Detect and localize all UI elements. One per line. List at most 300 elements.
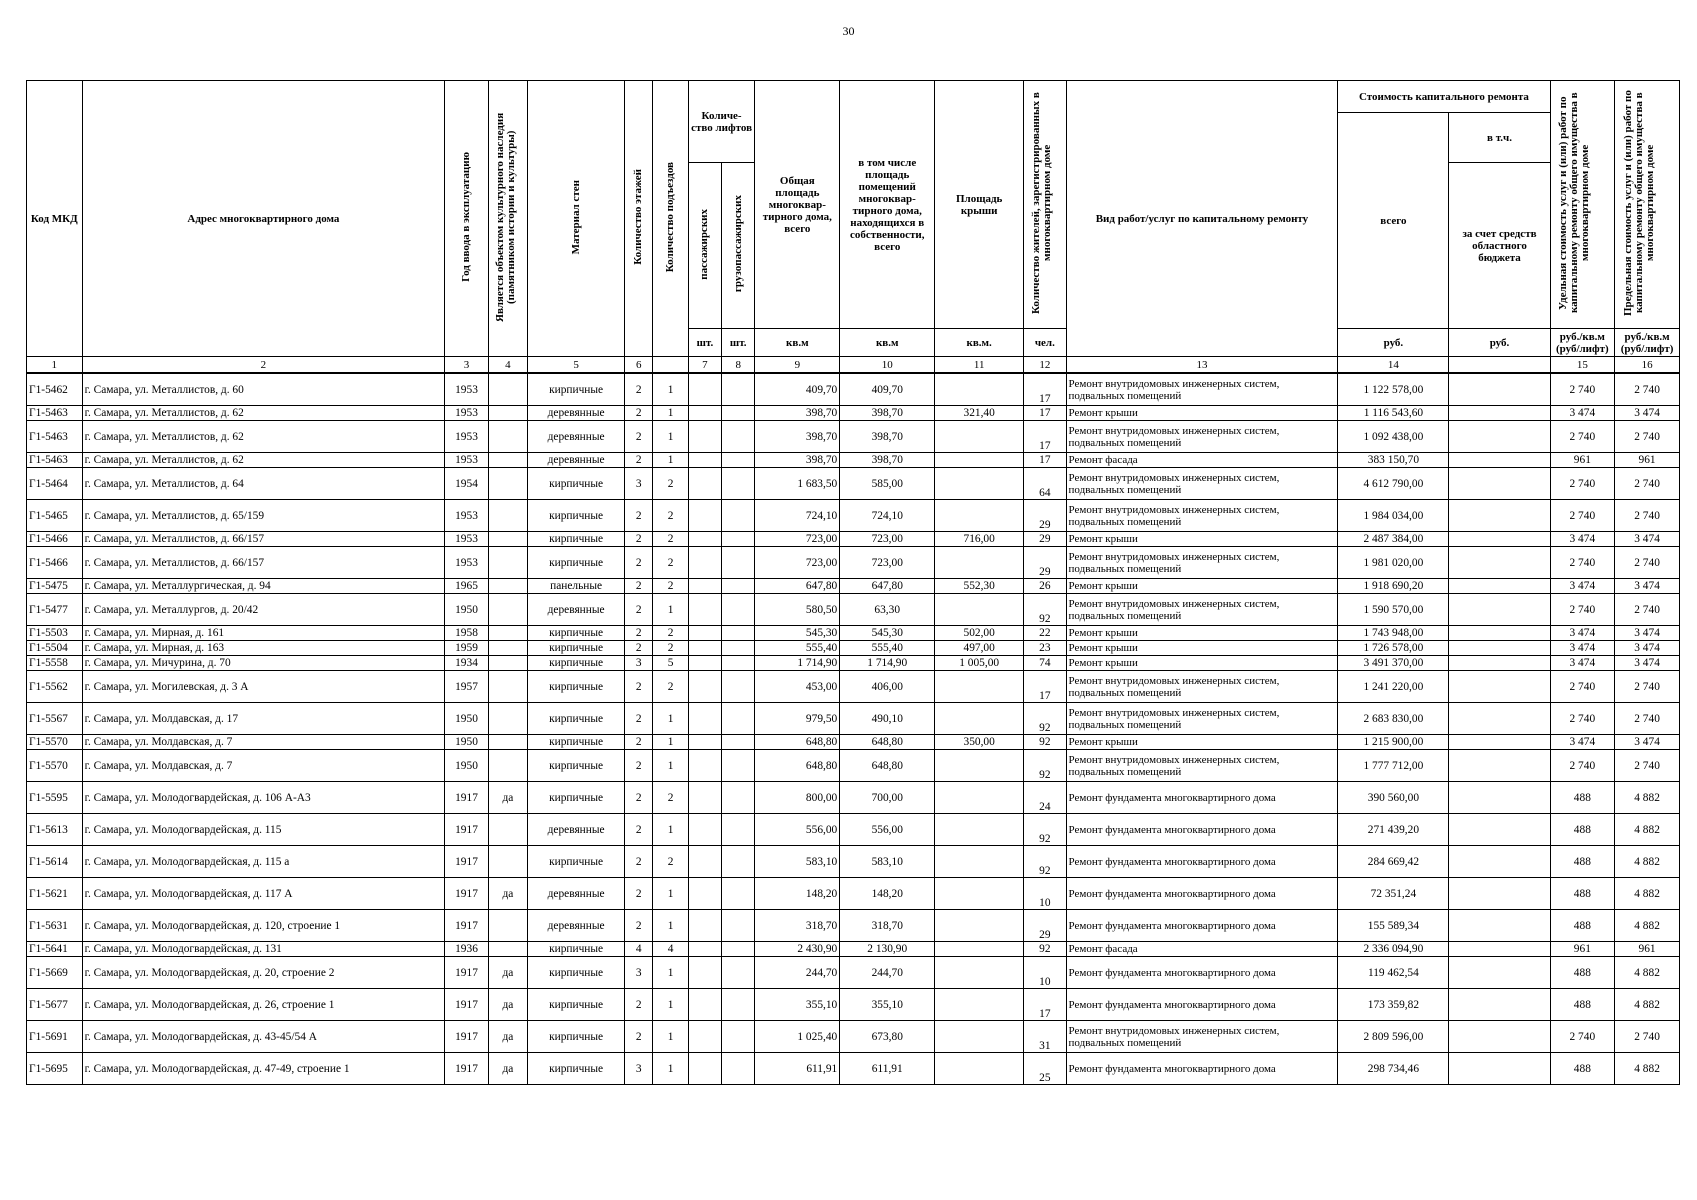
cell-lifts-cargo — [722, 750, 755, 782]
cell-limit-cost: 4 882 — [1615, 1053, 1680, 1085]
cell-total-area: 244,70 — [755, 957, 840, 989]
cell-year: 1917 — [445, 1053, 488, 1085]
cell-cost-regional — [1449, 703, 1550, 735]
cell-total-area: 724,10 — [755, 500, 840, 532]
cell-material: кирпичные — [528, 942, 625, 957]
cell-address: г. Самара, ул. Молдавская, д. 7 — [82, 750, 445, 782]
cell-cost-total: 4 612 790,00 — [1338, 468, 1449, 500]
cell-lifts-pass — [688, 942, 721, 957]
cell-unit-cost: 488 — [1550, 989, 1615, 1021]
header-code: Код МКД — [27, 81, 83, 357]
cell-owned-area: 724,10 — [840, 500, 935, 532]
cell-total-area: 398,70 — [755, 453, 840, 468]
cell-material: кирпичные — [528, 782, 625, 814]
cell-work-type: Ремонт фасада — [1066, 942, 1338, 957]
cell-floors: 3 — [625, 1053, 653, 1085]
cell-total-area: 723,00 — [755, 547, 840, 579]
cell-roof-area — [935, 547, 1024, 579]
cell-lifts-pass — [688, 957, 721, 989]
cell-lifts-pass — [688, 814, 721, 846]
cell-lifts-pass — [688, 468, 721, 500]
table-row — [27, 594, 1680, 626]
cell-entrances: 1 — [653, 750, 688, 782]
cell-code: Г1-5562 — [27, 671, 83, 703]
cell-entrances: 1 — [653, 1053, 688, 1085]
cell-year: 1953 — [445, 453, 488, 468]
cell-owned-area: 648,80 — [840, 750, 935, 782]
unit-total-area: кв.м — [755, 329, 840, 357]
cell-work-type: Ремонт фундамента многоквартирного дома — [1066, 878, 1338, 910]
unit-lifts-cargo: шт. — [722, 329, 755, 357]
cell-year: 1953 — [445, 373, 488, 406]
cell-lifts-pass — [688, 703, 721, 735]
cell-limit-cost: 4 882 — [1615, 878, 1680, 910]
cell-work-type: Ремонт внутридомовых инженерных систем, подвальных помещений — [1066, 750, 1338, 782]
cell-lifts-pass — [688, 373, 721, 406]
cell-heritage — [488, 500, 527, 532]
cell-work-type: Ремонт фундамента многоквартирного дома — [1066, 910, 1338, 942]
table-row — [27, 878, 1680, 910]
cell-total-area: 555,40 — [755, 641, 840, 656]
cell-entrances: 2 — [653, 782, 688, 814]
cell-code: Г1-5463 — [27, 453, 83, 468]
cell-work-type: Ремонт крыши — [1066, 626, 1338, 641]
cell-lifts-cargo — [722, 671, 755, 703]
cell-code: Г1-5504 — [27, 641, 83, 656]
cell-cost-regional — [1449, 547, 1550, 579]
cell-residents: 29 — [1024, 532, 1066, 547]
cell-lifts-pass — [688, 626, 721, 641]
cell-floors: 3 — [625, 468, 653, 500]
cell-address: г. Самара, ул. Молодогвардейская, д. 20, строение 2 — [82, 957, 445, 989]
cell-cost-regional — [1449, 814, 1550, 846]
cell-cost-regional — [1449, 594, 1550, 626]
cell-year: 1917 — [445, 1021, 488, 1053]
cell-roof-area — [935, 1021, 1024, 1053]
cell-residents: 31 — [1024, 1021, 1066, 1053]
cell-residents: 24 — [1024, 782, 1066, 814]
cell-heritage: да — [488, 1021, 527, 1053]
cell-owned-area: 556,00 — [840, 814, 935, 846]
cell-address: г. Самара, ул. Металлистов, д. 65/159 — [82, 500, 445, 532]
cell-cost-regional — [1449, 782, 1550, 814]
cell-lifts-pass — [688, 671, 721, 703]
column-number: 8 — [722, 357, 755, 374]
cell-floors: 2 — [625, 594, 653, 626]
cell-code: Г1-5477 — [27, 594, 83, 626]
cell-cost-regional — [1449, 656, 1550, 671]
cell-entrances: 2 — [653, 532, 688, 547]
cell-total-area: 580,50 — [755, 594, 840, 626]
header-owned-area: в том числе площадь помещений многоквар-тирного дома, находящихся в собственности, всего — [840, 81, 935, 329]
cell-lifts-pass — [688, 641, 721, 656]
cell-lifts-cargo — [722, 500, 755, 532]
cell-material: кирпичные — [528, 735, 625, 750]
cell-total-area: 1 683,50 — [755, 468, 840, 500]
cell-code: Г1-5595 — [27, 782, 83, 814]
header-entrances: Количество подъездов — [653, 81, 688, 357]
cell-roof-area — [935, 878, 1024, 910]
table-row — [27, 421, 1680, 453]
cell-floors: 2 — [625, 671, 653, 703]
cell-residents: 92 — [1024, 703, 1066, 735]
cell-limit-cost: 3 474 — [1615, 656, 1680, 671]
unit-cost-regional: руб. — [1449, 329, 1550, 357]
cell-lifts-pass — [688, 1021, 721, 1053]
cell-year: 1934 — [445, 656, 488, 671]
cell-limit-cost: 2 740 — [1615, 547, 1680, 579]
cell-lifts-cargo — [722, 641, 755, 656]
cell-address: г. Самара, ул. Металлургическая, д. 94 — [82, 579, 445, 594]
cell-floors: 2 — [625, 532, 653, 547]
table-row — [27, 750, 1680, 782]
cell-cost-total: 2 487 384,00 — [1338, 532, 1449, 547]
cell-entrances: 2 — [653, 547, 688, 579]
column-number: 5 — [528, 357, 625, 374]
cell-roof-area: 321,40 — [935, 406, 1024, 421]
cell-work-type: Ремонт фундамента многоквартирного дома — [1066, 846, 1338, 878]
cell-year: 1917 — [445, 878, 488, 910]
cell-limit-cost: 3 474 — [1615, 626, 1680, 641]
cell-limit-cost: 4 882 — [1615, 814, 1680, 846]
cell-address: г. Самара, ул. Молдавская, д. 7 — [82, 735, 445, 750]
cell-unit-cost: 3 474 — [1550, 735, 1615, 750]
cell-floors: 4 — [625, 942, 653, 957]
header-unit-cost: Удельная стоимость услуг и (или) работ по капитальному ремонту общего имущества в многоквартирном доме — [1550, 81, 1615, 329]
cell-material: деревянные — [528, 878, 625, 910]
cell-entrances: 1 — [653, 703, 688, 735]
cell-cost-total: 155 589,34 — [1338, 910, 1449, 942]
cell-heritage — [488, 468, 527, 500]
cell-owned-area: 545,30 — [840, 626, 935, 641]
cell-year: 1953 — [445, 547, 488, 579]
cell-unit-cost: 3 474 — [1550, 641, 1615, 656]
table-row — [27, 910, 1680, 942]
cell-year: 1950 — [445, 735, 488, 750]
cell-address: г. Самара, ул. Металлистов, д. 64 — [82, 468, 445, 500]
cell-residents: 10 — [1024, 878, 1066, 910]
cell-work-type: Ремонт фундамента многоквартирного дома — [1066, 814, 1338, 846]
cell-lifts-pass — [688, 1053, 721, 1085]
cell-limit-cost: 2 740 — [1615, 671, 1680, 703]
cell-work-type: Ремонт фундамента многоквартирного дома — [1066, 989, 1338, 1021]
cell-year: 1953 — [445, 500, 488, 532]
cell-material: кирпичные — [528, 641, 625, 656]
cell-address: г. Самара, ул. Металлистов, д. 60 — [82, 373, 445, 406]
cell-residents: 92 — [1024, 594, 1066, 626]
cell-code: Г1-5677 — [27, 989, 83, 1021]
cell-lifts-cargo — [722, 1021, 755, 1053]
cell-work-type: Ремонт внутридомовых инженерных систем, подвальных помещений — [1066, 468, 1338, 500]
cell-heritage — [488, 421, 527, 453]
cell-year: 1917 — [445, 910, 488, 942]
table-row — [27, 656, 1680, 671]
cell-year: 1917 — [445, 989, 488, 1021]
cell-work-type: Ремонт внутридомовых инженерных систем, подвальных помещений — [1066, 703, 1338, 735]
cell-code: Г1-5465 — [27, 500, 83, 532]
cell-unit-cost: 488 — [1550, 782, 1615, 814]
cell-cost-total: 383 150,70 — [1338, 453, 1449, 468]
cell-owned-area: 723,00 — [840, 532, 935, 547]
header-lifts-cargo: грузопассажирских — [722, 163, 755, 329]
table-row — [27, 579, 1680, 594]
cell-year: 1953 — [445, 532, 488, 547]
table-row — [27, 942, 1680, 957]
cell-work-type: Ремонт крыши — [1066, 406, 1338, 421]
cell-owned-area: 398,70 — [840, 421, 935, 453]
cell-roof-area: 502,00 — [935, 626, 1024, 641]
cell-owned-area: 647,80 — [840, 579, 935, 594]
cell-owned-area: 585,00 — [840, 468, 935, 500]
header-year: Год ввода в эксплуатацию — [445, 81, 488, 357]
cell-heritage: да — [488, 782, 527, 814]
cell-heritage: да — [488, 878, 527, 910]
header-lifts: Количе-ство лифтов — [688, 81, 755, 163]
cell-residents: 64 — [1024, 468, 1066, 500]
cell-lifts-cargo — [722, 1053, 755, 1085]
cell-owned-area: 409,70 — [840, 373, 935, 406]
cell-lifts-pass — [688, 735, 721, 750]
cell-floors: 2 — [625, 735, 653, 750]
cell-year: 1953 — [445, 406, 488, 421]
cell-address: г. Самара, ул. Молодогвардейская, д. 106 А-А3 — [82, 782, 445, 814]
cell-work-type: Ремонт внутридомовых инженерных систем, подвальных помещений — [1066, 421, 1338, 453]
column-number: 9 — [755, 357, 840, 374]
cell-roof-area: 1 005,00 — [935, 656, 1024, 671]
cell-entrances: 1 — [653, 373, 688, 406]
cell-cost-total: 119 462,54 — [1338, 957, 1449, 989]
cell-heritage — [488, 406, 527, 421]
table-row — [27, 453, 1680, 468]
cell-material: кирпичные — [528, 547, 625, 579]
cell-roof-area — [935, 468, 1024, 500]
cell-limit-cost: 3 474 — [1615, 406, 1680, 421]
cell-limit-cost: 2 740 — [1615, 703, 1680, 735]
cell-unit-cost: 2 740 — [1550, 671, 1615, 703]
cell-floors: 2 — [625, 782, 653, 814]
column-number: 2 — [82, 357, 445, 374]
cell-material: кирпичные — [528, 373, 625, 406]
cell-entrances: 2 — [653, 641, 688, 656]
cell-code: Г1-5669 — [27, 957, 83, 989]
cell-cost-total: 1 241 220,00 — [1338, 671, 1449, 703]
cell-residents: 92 — [1024, 814, 1066, 846]
cell-heritage — [488, 641, 527, 656]
cell-work-type: Ремонт внутридомовых инженерных систем, подвальных помещений — [1066, 1021, 1338, 1053]
column-number: 10 — [840, 357, 935, 374]
cell-limit-cost: 961 — [1615, 453, 1680, 468]
header-cost-group: Стоимость капитального ремонта — [1338, 81, 1550, 113]
cell-material: кирпичные — [528, 989, 625, 1021]
table-row — [27, 532, 1680, 547]
cell-unit-cost: 2 740 — [1550, 500, 1615, 532]
table-row — [27, 1021, 1680, 1053]
cell-floors: 2 — [625, 703, 653, 735]
cell-material: кирпичные — [528, 1053, 625, 1085]
cell-lifts-cargo — [722, 957, 755, 989]
header-work-type: Вид работ/услуг по капитальному ремонту — [1066, 81, 1338, 357]
table-row — [27, 957, 1680, 989]
cell-unit-cost: 3 474 — [1550, 656, 1615, 671]
cell-lifts-pass — [688, 579, 721, 594]
cell-floors: 2 — [625, 500, 653, 532]
cell-year: 1965 — [445, 579, 488, 594]
cell-cost-total: 2 683 830,00 — [1338, 703, 1449, 735]
cell-total-area: 2 430,90 — [755, 942, 840, 957]
cell-residents: 10 — [1024, 957, 1066, 989]
header-material: Материал стен — [528, 81, 625, 357]
cell-year: 1950 — [445, 594, 488, 626]
cell-material: кирпичные — [528, 703, 625, 735]
table-row — [27, 547, 1680, 579]
cell-entrances: 1 — [653, 406, 688, 421]
cell-entrances: 1 — [653, 453, 688, 468]
cell-heritage — [488, 547, 527, 579]
cell-residents: 29 — [1024, 910, 1066, 942]
column-number: 15 — [1550, 357, 1615, 374]
cell-lifts-cargo — [722, 703, 755, 735]
cell-lifts-cargo — [722, 656, 755, 671]
column-number — [653, 357, 688, 374]
cell-limit-cost: 2 740 — [1615, 750, 1680, 782]
cell-address: г. Самара, ул. Молодогвардейская, д. 43-45/54 А — [82, 1021, 445, 1053]
cell-lifts-cargo — [722, 532, 755, 547]
cell-owned-area: 2 130,90 — [840, 942, 935, 957]
table-row — [27, 846, 1680, 878]
cell-cost-regional — [1449, 373, 1550, 406]
cell-cost-regional — [1449, 910, 1550, 942]
cell-cost-total: 284 669,42 — [1338, 846, 1449, 878]
cell-year: 1950 — [445, 703, 488, 735]
cell-owned-area: 63,30 — [840, 594, 935, 626]
table-row — [27, 1053, 1680, 1085]
cell-limit-cost: 2 740 — [1615, 594, 1680, 626]
cell-address: г. Самара, ул. Молодогвардейская, д. 26, строение 1 — [82, 989, 445, 1021]
cell-owned-area: 611,91 — [840, 1053, 935, 1085]
cell-total-area: 355,10 — [755, 989, 840, 1021]
cell-material: кирпичные — [528, 500, 625, 532]
cell-roof-area — [935, 782, 1024, 814]
cell-code: Г1-5570 — [27, 735, 83, 750]
cell-cost-regional — [1449, 453, 1550, 468]
cell-limit-cost: 3 474 — [1615, 532, 1680, 547]
cell-limit-cost: 2 740 — [1615, 373, 1680, 406]
table-row — [27, 373, 1680, 406]
cell-residents: 17 — [1024, 373, 1066, 406]
cell-lifts-cargo — [722, 373, 755, 406]
cell-limit-cost: 3 474 — [1615, 735, 1680, 750]
cell-material: кирпичные — [528, 957, 625, 989]
cell-roof-area — [935, 373, 1024, 406]
cell-code: Г1-5641 — [27, 942, 83, 957]
cell-unit-cost: 488 — [1550, 910, 1615, 942]
table-row — [27, 406, 1680, 421]
column-number-row — [27, 357, 1680, 374]
cell-cost-regional — [1449, 641, 1550, 656]
cell-total-area: 979,50 — [755, 703, 840, 735]
cell-limit-cost: 961 — [1615, 942, 1680, 957]
cell-code: Г1-5475 — [27, 579, 83, 594]
column-number: 12 — [1024, 357, 1066, 374]
cell-address: г. Самара, ул. Могилевская, д. 3 А — [82, 671, 445, 703]
cell-residents: 22 — [1024, 626, 1066, 641]
cell-entrances: 1 — [653, 594, 688, 626]
cell-residents: 92 — [1024, 750, 1066, 782]
cell-residents: 92 — [1024, 735, 1066, 750]
cell-owned-area: 355,10 — [840, 989, 935, 1021]
column-number: 3 — [445, 357, 488, 374]
header-limit-cost: Предельная стоимость услуг и (или) работ по капитальному ремонту общего имущества в многоквартирном доме — [1615, 81, 1680, 329]
header-roof-area: Площадь крыши — [935, 81, 1024, 329]
table-row — [27, 641, 1680, 656]
cell-residents: 25 — [1024, 1053, 1066, 1085]
header-address: Адрес многоквартирного дома — [82, 81, 445, 357]
cell-residents: 17 — [1024, 989, 1066, 1021]
cell-owned-area: 700,00 — [840, 782, 935, 814]
cell-residents: 17 — [1024, 453, 1066, 468]
cell-cost-total: 1 777 712,00 — [1338, 750, 1449, 782]
cell-cost-regional — [1449, 750, 1550, 782]
cell-total-area: 409,70 — [755, 373, 840, 406]
column-number: 4 — [488, 357, 527, 374]
cell-address: г. Самара, ул. Молодогвардейская, д. 115 а — [82, 846, 445, 878]
cell-entrances: 1 — [653, 421, 688, 453]
cell-material: кирпичные — [528, 656, 625, 671]
cell-year: 1917 — [445, 814, 488, 846]
cell-total-area: 148,20 — [755, 878, 840, 910]
cell-code: Г1-5466 — [27, 532, 83, 547]
cell-roof-area: 497,00 — [935, 641, 1024, 656]
cell-address: г. Самара, ул. Молодогвардейская, д. 131 — [82, 942, 445, 957]
column-number: 13 — [1066, 357, 1338, 374]
cell-lifts-pass — [688, 989, 721, 1021]
cell-heritage — [488, 594, 527, 626]
header-lifts-pass: пассажирских — [688, 163, 721, 329]
page-number: 30 — [842, 24, 855, 38]
cell-entrances: 2 — [653, 626, 688, 641]
cell-floors: 2 — [625, 373, 653, 406]
cell-limit-cost: 4 882 — [1615, 846, 1680, 878]
cell-lifts-pass — [688, 750, 721, 782]
cell-roof-area — [935, 594, 1024, 626]
cell-heritage — [488, 814, 527, 846]
cell-lifts-pass — [688, 846, 721, 878]
table-row — [27, 989, 1680, 1021]
cell-floors: 2 — [625, 421, 653, 453]
cell-total-area: 800,00 — [755, 782, 840, 814]
cell-code: Г1-5567 — [27, 703, 83, 735]
cell-owned-area: 673,80 — [840, 1021, 935, 1053]
cell-heritage — [488, 735, 527, 750]
cell-unit-cost: 3 474 — [1550, 626, 1615, 641]
cell-lifts-pass — [688, 547, 721, 579]
cell-owned-area: 490,10 — [840, 703, 935, 735]
cell-code: Г1-5691 — [27, 1021, 83, 1053]
cell-floors: 2 — [625, 814, 653, 846]
unit-limit-cost: руб./кв.м (руб/лифт) — [1615, 329, 1680, 357]
cell-residents: 92 — [1024, 846, 1066, 878]
cell-code: Г1-5463 — [27, 406, 83, 421]
cell-roof-area — [935, 989, 1024, 1021]
cell-cost-regional — [1449, 671, 1550, 703]
cell-limit-cost: 4 882 — [1615, 910, 1680, 942]
cell-entrances: 4 — [653, 942, 688, 957]
cell-total-area: 318,70 — [755, 910, 840, 942]
cell-total-area: 611,91 — [755, 1053, 840, 1085]
cell-lifts-pass — [688, 532, 721, 547]
cell-roof-area — [935, 942, 1024, 957]
cell-entrances: 5 — [653, 656, 688, 671]
